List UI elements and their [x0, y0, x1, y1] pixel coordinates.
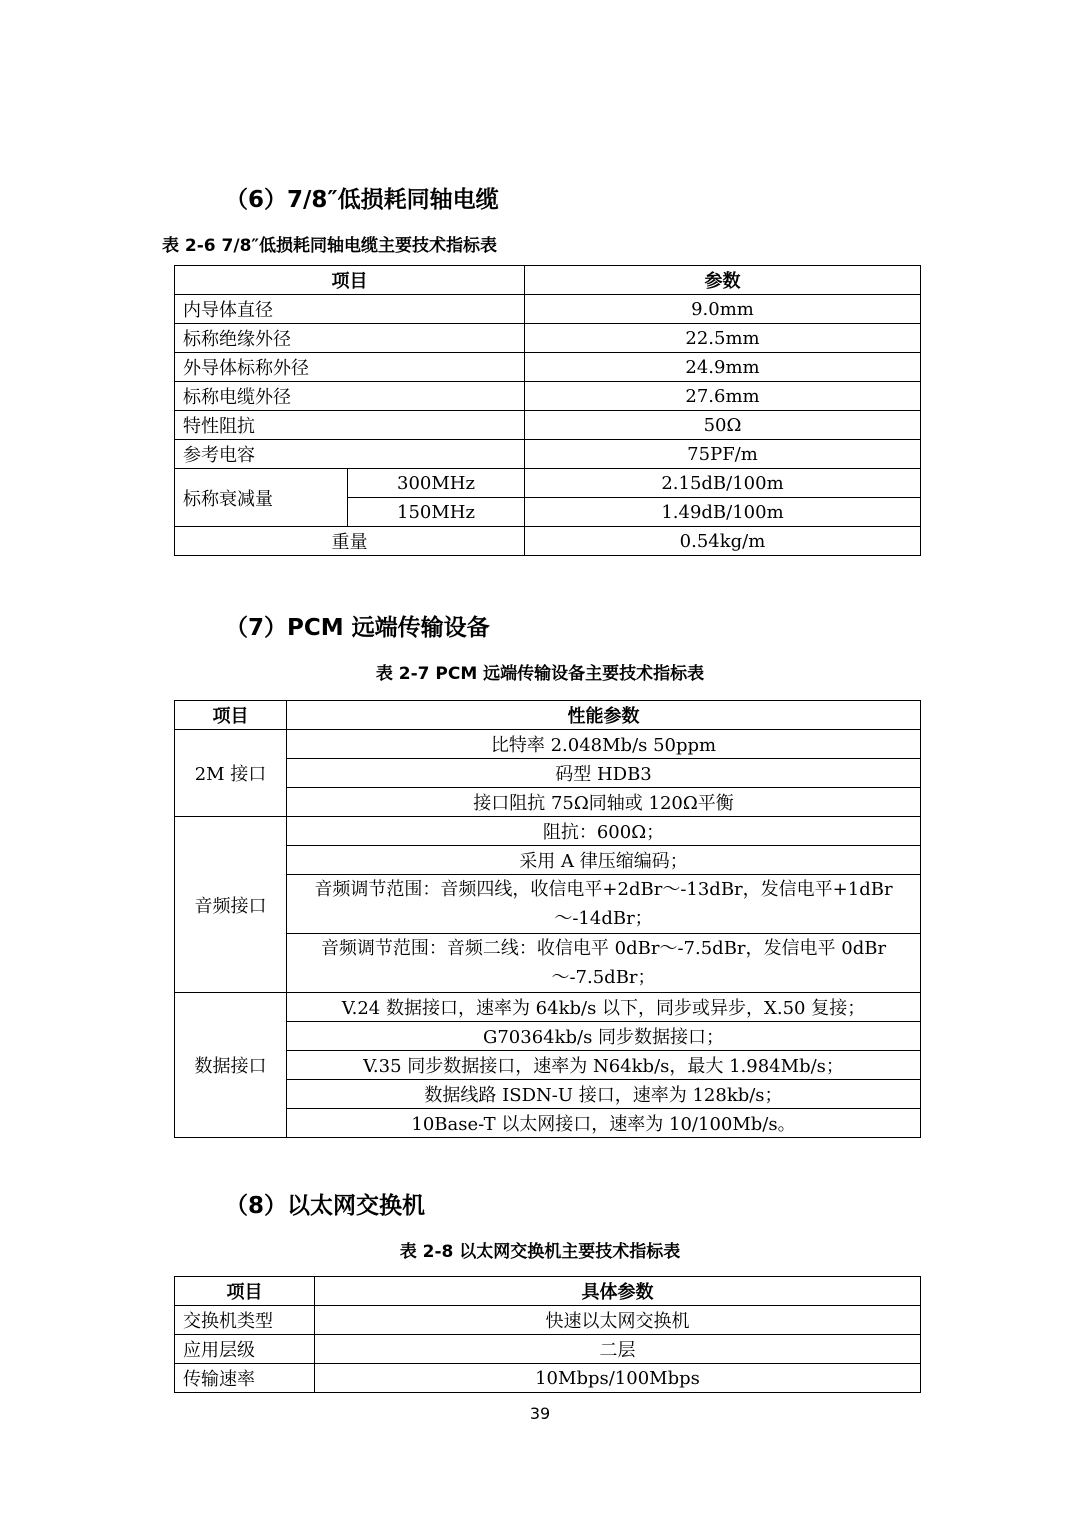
row-subitem-freq: 300MHz: [348, 469, 525, 498]
table-row: [175, 411, 921, 440]
row-value: 27.6mm: [525, 382, 921, 411]
param-cell: V.24 数据接口，速率为 64kb/s 以下，同步或异步，X.50 复接；: [287, 993, 921, 1022]
row-value: 1.49dB/100m: [525, 498, 921, 527]
param-cell: 阻抗：600Ω；: [287, 817, 921, 846]
table-header-row: [175, 266, 921, 295]
table-row: [175, 875, 921, 934]
table-row: [175, 846, 921, 875]
section-6-heading: （6）7/8″低损耗同轴电缆: [225, 187, 499, 213]
table-row: [175, 817, 921, 846]
table-row: [175, 730, 921, 759]
table-row: [175, 1109, 921, 1138]
group-name-audio: 音频接口: [175, 817, 287, 993]
table-header-row: [175, 1277, 921, 1306]
table-row: [175, 324, 921, 353]
table-2-8-caption: 表 2-8 以太网交换机主要技术指标表: [399, 1242, 681, 1262]
table-row: [175, 759, 921, 788]
table-row: [175, 1051, 921, 1080]
param-cell: 数据线路 ISDN-U 接口，速率为 128kb/s；: [287, 1080, 921, 1109]
table-row: [175, 934, 921, 993]
table-2-6-caption: 表 2-6 7/8″低损耗同轴电缆主要技术指标表: [162, 236, 498, 256]
section-7-heading: （7）PCM 远端传输设备: [225, 615, 490, 641]
row-value: 22.5mm: [525, 324, 921, 353]
row-value: 24.9mm: [525, 353, 921, 382]
row-value: 10Mbps/100Mbps: [315, 1364, 921, 1393]
table-row: [175, 788, 921, 817]
row-item: 外导体标称外径: [175, 353, 525, 382]
table-row: [175, 1306, 921, 1335]
table-row: [175, 527, 921, 556]
header-param: 具体参数: [315, 1277, 921, 1306]
param-cell: 音频调节范围：音频四线，收信电平+2dBr～-13dBr，发信电平+1dBr～-14dBr；: [287, 875, 921, 934]
table-row: [175, 1080, 921, 1109]
table-2-7-caption: 表 2-7 PCM 远端传输设备主要技术指标表: [375, 664, 705, 684]
param-cell: 10Base-T 以太网接口，速率为 10/100Mb/s。: [287, 1109, 921, 1138]
row-item: 传输速率: [175, 1364, 315, 1393]
table-row: [175, 1022, 921, 1051]
table-row: [175, 1364, 921, 1393]
row-item: 标称电缆外径: [175, 382, 525, 411]
row-item-weight: 重量: [175, 527, 525, 556]
header-param: 参数: [525, 266, 921, 295]
table-row: [175, 382, 921, 411]
table-header-row: [175, 701, 921, 730]
row-item: 内导体直径: [175, 295, 525, 324]
param-cell: G70364kb/s 同步数据接口；: [287, 1022, 921, 1051]
row-item: 交换机类型: [175, 1306, 315, 1335]
param-cell: 音频调节范围：音频二线：收信电平 0dBr～-7.5dBr，发信电平 0dBr～-7.5dBr；: [287, 934, 921, 993]
row-value: 2.15dB/100m: [525, 469, 921, 498]
row-value: 二层: [315, 1335, 921, 1364]
table-2-6: [174, 265, 921, 556]
table-row: [175, 353, 921, 382]
row-item: 特性阻抗: [175, 411, 525, 440]
header-item: 项目: [175, 266, 525, 295]
table-row: [175, 440, 921, 469]
param-cell: 比特率 2.048Mb/s 50ppm: [287, 730, 921, 759]
page-number: 39: [529, 1404, 551, 1423]
row-subitem-freq: 150MHz: [348, 498, 525, 527]
table-2-8: [174, 1276, 921, 1393]
row-item-attenuation: 标称衰减量: [175, 469, 348, 527]
section-8-heading: （8）以太网交换机: [225, 1193, 426, 1219]
row-value: 快速以太网交换机: [315, 1306, 921, 1335]
table-row: [175, 1335, 921, 1364]
header-param: 性能参数: [287, 701, 921, 730]
row-value: 75PF/m: [525, 440, 921, 469]
table-2-7: [174, 700, 921, 1138]
header-item: 项目: [175, 1277, 315, 1306]
param-cell: 采用 A 律压缩编码；: [287, 846, 921, 875]
row-item: 应用层级: [175, 1335, 315, 1364]
param-cell: V.35 同步数据接口，速率为 N64kb/s，最大 1.984Mb/s；: [287, 1051, 921, 1080]
group-name-data: 数据接口: [175, 993, 287, 1138]
header-item: 项目: [175, 701, 287, 730]
row-value: 0.54kg/m: [525, 527, 921, 556]
table-row: [175, 469, 921, 498]
param-cell: 接口阻抗 75Ω同轴或 120Ω平衡: [287, 788, 921, 817]
table-row: [175, 993, 921, 1022]
group-name-2m: 2M 接口: [175, 730, 287, 817]
row-value: 50Ω: [525, 411, 921, 440]
row-item: 参考电容: [175, 440, 525, 469]
row-value: 9.0mm: [525, 295, 921, 324]
row-item: 标称绝缘外径: [175, 324, 525, 353]
param-cell: 码型 HDB3: [287, 759, 921, 788]
table-row: [175, 295, 921, 324]
